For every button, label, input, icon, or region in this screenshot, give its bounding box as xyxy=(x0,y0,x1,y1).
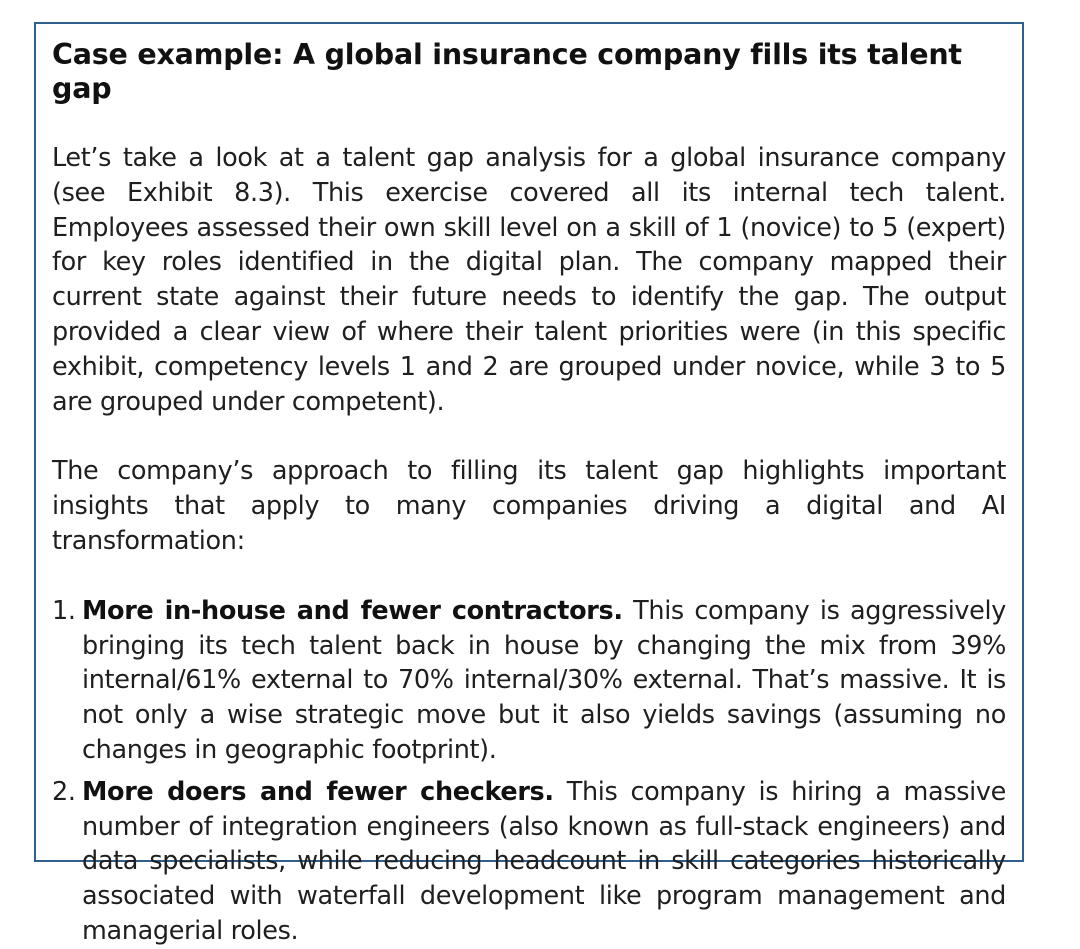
case-title: Case example: A global insurance company fills its talent gap xyxy=(52,38,962,105)
list-item-lead: More in-house and fewer contractors. xyxy=(82,595,623,626)
insights-list xyxy=(52,594,1006,949)
list-item-lead: More doers and fewer checkers. xyxy=(82,776,554,807)
intro-paragraph: Let’s take a look at a talent gap analysis for a global insurance company (see Exhibit 8.3). This exercise covered all its internal tech talent. Employees assessed their own skill level on a skill of 1 (novice) to 5 (expert) for key roles identified in the digital plan. The company mapped their current state against their future needs to identify the gap. The output provided a clear view of where their talent priorities were (in this specific exhibit, competency levels 1 and 2 are grouped under novice, while 3 to 5 are grouped under competent). xyxy=(52,143,1006,417)
approach-paragraph: The company’s approach to filling its talent gap highlights important insights that apply to many companies driving a digital and AI transformation: xyxy=(52,456,1006,556)
list-item xyxy=(52,775,1006,949)
case-example-box xyxy=(34,22,1024,946)
list-item-number: 2. xyxy=(52,776,76,807)
list-item-text: This company is aggressively bringing its tech talent back in house by changing the mix from 39% internal/61% external to 70% internal/30% external. That’s massive. It is not only a wise strategic move but it also yields savings (assuming no changes in geographic footprint). xyxy=(82,595,1006,765)
list-item-text: This company is hiring a massive number of integration engineers (also known as full-stack engineers) and data specialists, while reducing headcount in skill categories historically associated with waterfall development like program management and managerial roles. xyxy=(82,776,1006,946)
list-item xyxy=(52,594,1006,768)
list-item-number: 1. xyxy=(52,595,76,626)
